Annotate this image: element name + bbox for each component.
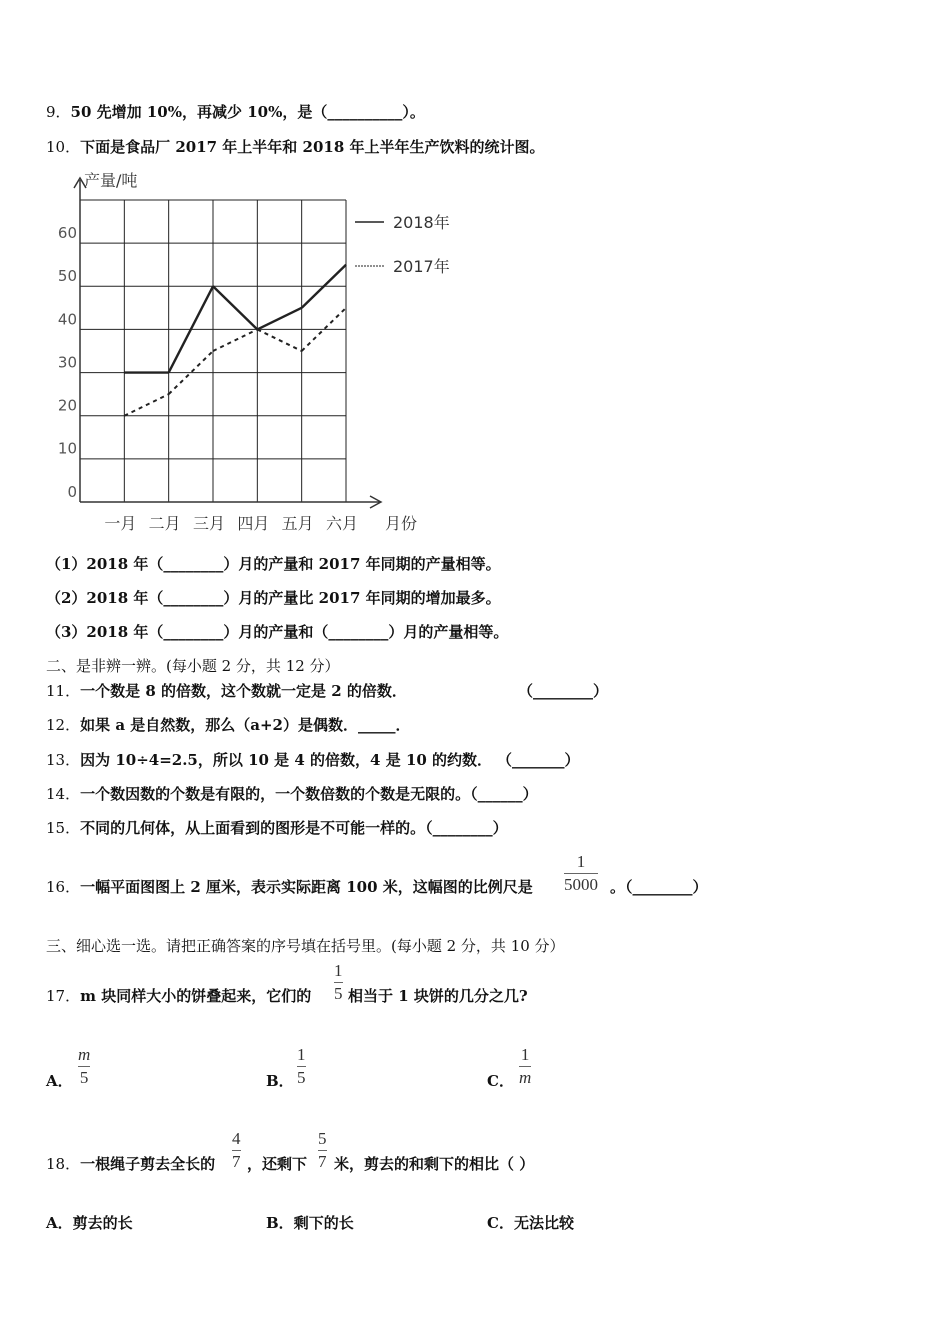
option-label: B． (266, 1214, 294, 1232)
legend-label: 2017年 (393, 257, 450, 276)
legend-label: 2018年 (393, 213, 450, 232)
series-segment-2018年 (213, 286, 257, 329)
fraction-numerator: 1 (520, 1045, 530, 1064)
q10-sub-2: （2）2018 年（________）月的产量比 2017 年同期的增加最多。 (46, 589, 501, 607)
question-text: 一个数是 8 的倍数，这个数就一定是 2 的倍数． (80, 682, 407, 700)
fraction-numerator: 5 (318, 1129, 327, 1148)
y-tick-label: 20 (57, 396, 77, 415)
option-c[interactable] (487, 1212, 574, 1233)
question-10 (46, 137, 544, 157)
section-2-heading: 二、是非辨一辨。(每小题 2 分，共 12 分） (46, 657, 340, 675)
question-number: 9． (46, 103, 71, 121)
question-number: 18． (46, 1155, 81, 1173)
y-tick-label: 40 (57, 310, 77, 329)
question-17 (46, 986, 311, 1006)
fraction-denominator: 7 (318, 1152, 327, 1171)
series-segment-2017年 (124, 394, 168, 416)
question-text: 一个数因数的个数是有限的，一个数倍数的个数是无限的。（______） (80, 785, 538, 803)
answer-blank: 。（________） (610, 878, 708, 896)
question-text-tail: 米，剪去的和剩下的相比（ ） (334, 1155, 535, 1173)
question-text: 因为 10÷4=2.5，所以 10 是 4 的倍数，4 是 10 的约数． (80, 751, 493, 769)
y-tick-label: 60 (57, 224, 77, 242)
question-text: 一根绳子剪去全长的 (80, 1155, 216, 1173)
fraction-denominator: 5000 (564, 875, 598, 894)
fraction-denominator: 5 (79, 1068, 89, 1087)
y-tick-label: 30 (57, 353, 77, 372)
question-text-tail: 相当于 1 块饼的几分之几? (348, 987, 528, 1005)
section-3-heading: 三、细心选一选。请把正确答案的序号填在括号里。(每小题 2 分，共 10 分） (46, 937, 565, 955)
q10-sub-1: （1）2018 年（________）月的产量和 2017 年同期的产量相等。 (46, 555, 501, 573)
fraction-denominator: m (519, 1068, 532, 1087)
question-number: 11． (46, 682, 81, 700)
question-number: 17． (46, 987, 81, 1005)
question-text: m 块同样大小的饼叠起来，它们的 (80, 987, 312, 1005)
question-text: 下面是食品厂 2017 年上半年和 2018 年上半年生产饮料的统计图。 (80, 138, 545, 156)
question-text-middle: ，还剩下 (247, 1155, 308, 1173)
chart-labels (58, 171, 450, 533)
chart-series (124, 222, 384, 416)
fraction-numerator: 1 (297, 1045, 306, 1064)
fraction-denominator: 5 (297, 1068, 306, 1087)
x-tick-label: 一月 (104, 514, 137, 533)
series-segment-2017年 (257, 329, 301, 351)
option-c-label[interactable]: C． (487, 1072, 514, 1090)
x-tick-label: 五月 (281, 514, 314, 533)
question-text: 50 先增加 10%，再减少 10%，是（__________）。 (70, 103, 425, 121)
option-b-fraction[interactable] (297, 1045, 306, 1088)
y-tick-label: 50 (57, 267, 77, 286)
fraction-denominator: 7 (232, 1152, 241, 1171)
option-c-fraction[interactable] (519, 1045, 531, 1088)
question-11 (46, 681, 407, 701)
question-13 (46, 750, 492, 770)
x-tick-label: 六月 (325, 514, 359, 533)
question-text: 一幅平面图图上 2 厘米，表示实际距离 100 米，这幅图的比例尺是 (80, 878, 533, 896)
option-text: 无法比较 (513, 1214, 574, 1232)
question-number: 15． (46, 819, 81, 837)
option-a[interactable] (46, 1212, 133, 1233)
question-number: 10． (46, 138, 81, 156)
series-segment-2018年 (257, 308, 301, 330)
question-12 (46, 715, 410, 735)
question-9 (46, 102, 425, 122)
option-a-label[interactable]: A． (46, 1072, 73, 1090)
series-segment-2017年 (213, 329, 257, 351)
option-b-label[interactable]: B． (266, 1072, 294, 1090)
fraction-numerator: 1 (334, 961, 343, 980)
question-number: 13． (46, 751, 81, 769)
scale-fraction (564, 852, 598, 895)
question-text: 不同的几何体，从上面看到的图形是不可能一样的。（________） (80, 819, 508, 837)
option-text: 剩下的长 (293, 1214, 354, 1232)
fraction-four-sevenths (232, 1129, 241, 1172)
fraction-one-fifth (334, 961, 343, 1004)
question-number: 14． (46, 785, 81, 803)
question-16 (46, 877, 533, 897)
x-tick-label: 三月 (192, 514, 226, 533)
option-b[interactable] (266, 1212, 354, 1233)
y-tick-label: 10 (57, 439, 77, 458)
question-text: 如果 a 是自然数，那么（a+2）是偶数．_____． (80, 716, 411, 734)
fraction-numerator: 4 (232, 1129, 241, 1148)
fraction-numerator: 1 (576, 852, 586, 871)
answer-blank: （_______） (497, 751, 580, 769)
question-15 (46, 818, 508, 838)
x-tick-label: 二月 (148, 514, 181, 533)
q10-sub-3: （3）2018 年（________）月的产量和（________）月的产量相等。 (46, 623, 509, 641)
question-18 (46, 1154, 215, 1174)
y-axis-title: 产量/吨 (84, 171, 138, 190)
option-label: C． (487, 1214, 514, 1232)
option-a-fraction[interactable] (78, 1045, 90, 1088)
x-tick-label: 四月 (237, 514, 270, 533)
x-axis-title: 月份 (385, 514, 418, 533)
answer-blank: （________） (518, 682, 609, 700)
fraction-numerator: m (78, 1045, 91, 1064)
question-14 (46, 784, 538, 804)
option-text: 剪去的长 (72, 1214, 133, 1232)
fraction-denominator: 5 (334, 984, 343, 1003)
y-tick-label: 0 (67, 482, 77, 501)
question-number: 16． (46, 878, 81, 896)
option-label: A． (46, 1214, 73, 1232)
fraction-five-sevenths (318, 1129, 327, 1172)
production-line-chart (40, 162, 480, 542)
question-number: 12． (46, 716, 81, 734)
